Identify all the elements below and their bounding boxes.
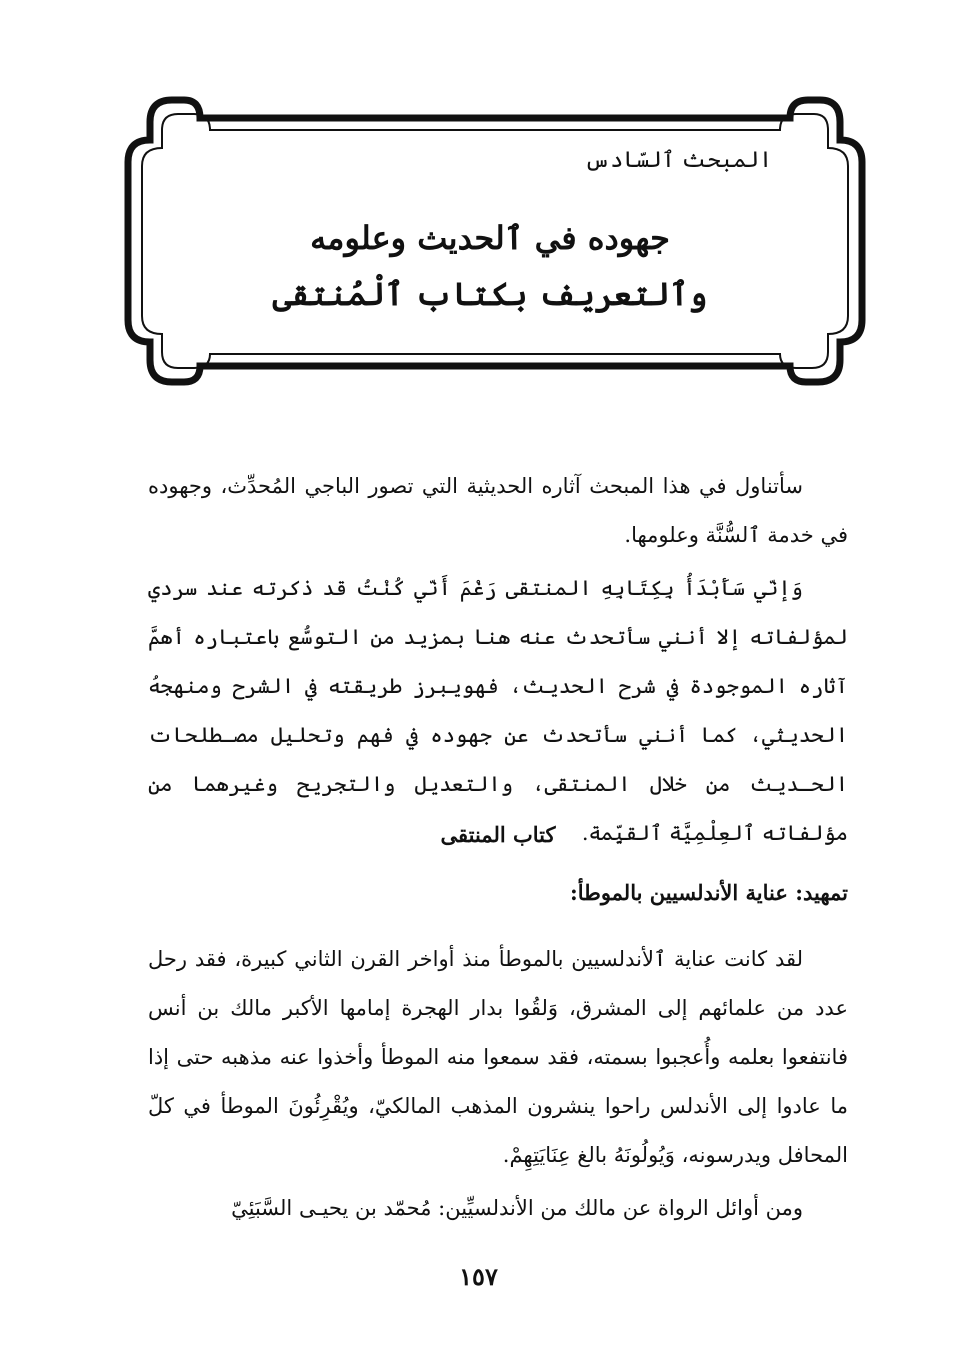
intro-paragraph-1: سأتناول في هذا المبحث آثاره الحديثية التي تصور الباجي المُحدِّث، وجهوده في خدمة ٱلسُّنَّة وعلومها.: [148, 474, 848, 547]
book-text: [148, 935, 848, 1233]
chapter-header: [150, 120, 830, 360]
book-paragraph-1: لقد كانت عناية ٱلأندلسيين بالموطأ منذ أواخر القرن الثاني كبيرة، فقد رحل عدد من علمائهم إلى المشرق، وَلقُوا بدار الهجرة إمامها الأكبر مالك بن أنس فانتفعوا بعلمه وأُعجبوا بسمته، فقد سمعوا منه الموطأ وأخذوا عنه مذهبه حتى إذا ما عادوا إلى الأندلس راحوا ينشرون المذهب المالكيّ، ويُقْرِئُونَ الموطأ في كلّ المحافل ويدرسونه، وَيُولُونَهُ بالغ عِنَايَتِهِمْ.: [148, 947, 848, 1167]
chapter-title: [150, 210, 830, 322]
book-paragraph-2: ومن أوائل الرواة عن مالك من الأندلسيِّين: مُحمّد بن يحيـى السَّبَئِيّ: [231, 1196, 803, 1220]
intro-paragraph-2: وَإنّي سَأَبْدَأُ بِكِتَابِهِ المنتقى رَغْمَ أَنّي كُنْتُ قد ذكرته عند سردي لمؤلفاته إلا أنني سأتحدث عنه هنا بمزيد من التوسُّع باعتباره أهمَّ آثاره الموجودة في شرح الحديث، فهويبرز طريقته في الشرح ومنهجهُ الحديثي، كما أنني سأتحدث عن جهوده في فهم وتحليل مصـطلحات الحـديث من خلال المنتقى، والتعديل والتجريح وغيرهما من مؤلفاته ٱلعِلْمِيَّة ٱلقيِّمة.: [148, 576, 848, 845]
section-heading: كتاب المنتقى: [440, 822, 556, 847]
title-line-1: جهوده في ٱلحديث وعلومه: [310, 219, 670, 257]
intro-text: [148, 462, 848, 858]
section-label: المبحث ٱلسّادس: [584, 148, 772, 173]
page-number: ١٥٧: [459, 1262, 498, 1291]
title-line-2: وٱلتعريف بكتاب ٱلْمُنتقى: [272, 275, 708, 313]
side-heading: تمهيد: عناية الأندلسيين بالموطأ:: [569, 880, 848, 905]
